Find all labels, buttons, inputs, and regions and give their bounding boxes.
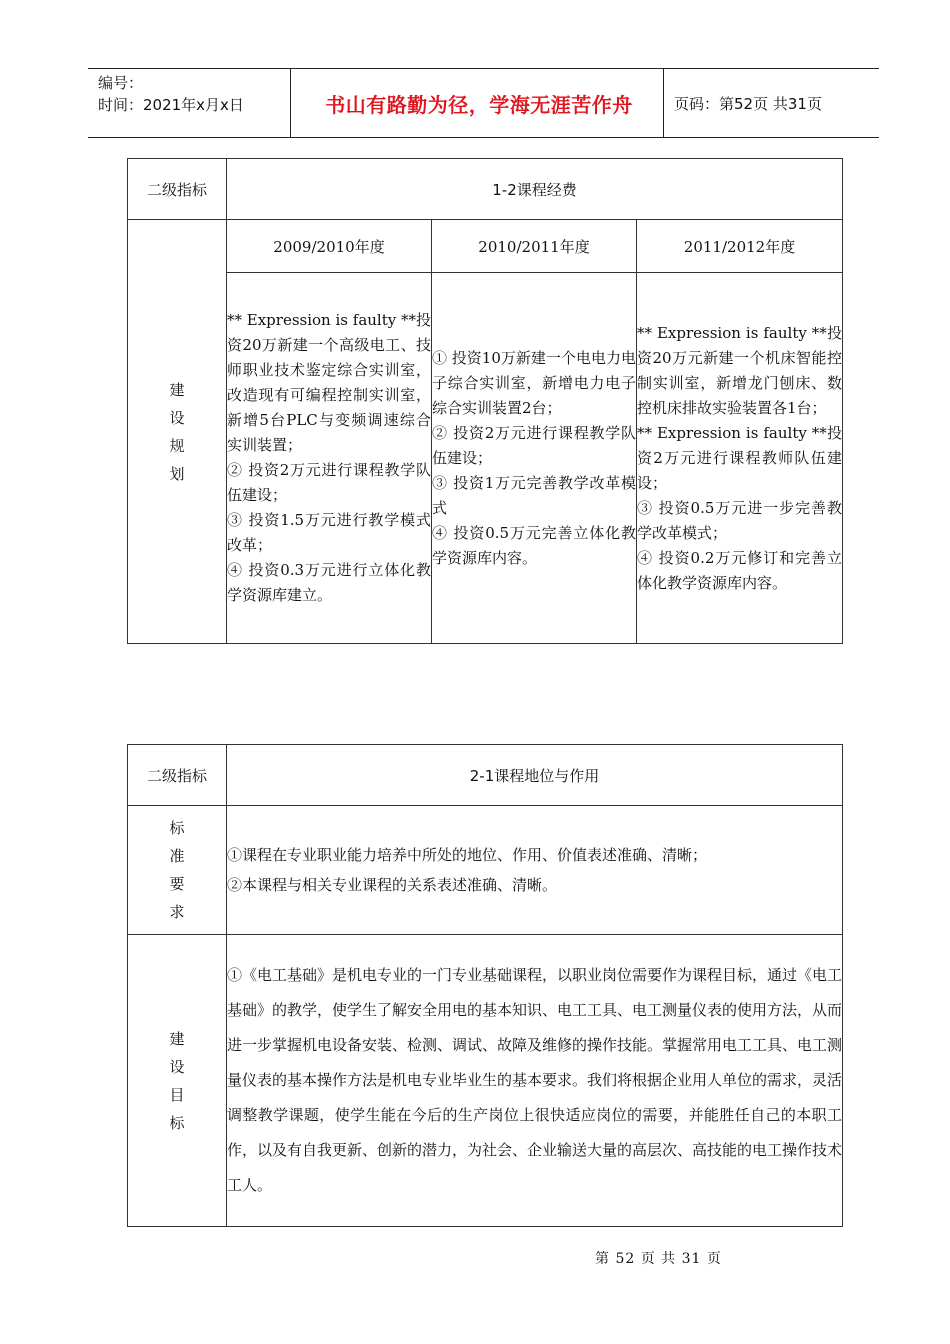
row-label-plan [128,220,227,644]
budget-table [127,158,843,644]
plan-item: ** Expression is faulty **投资20万新建一个高级电工、技师职业技术鉴定综合实训室，改造现有可编程控制实训室，新增5台PLC与变频调速综合实训装置； [227,311,431,454]
plan-cell-2010 [432,273,637,644]
requirements-cell [227,806,843,935]
table-title: 2-1课程地位与作用 [227,745,843,806]
plan-item: ④ 投资0.2万元修订和完善立体化教学资源库内容。 [637,548,842,592]
number-label: 编号： [98,74,144,92]
header-motto: 书山有路勤为径，学海无涯苦作舟 [325,92,633,117]
vertical-label: 建 设 规 划 [169,380,185,483]
header-divider [290,69,291,137]
table-title: 1-2课程经费 [227,159,843,220]
plan-cell-2009 [227,273,432,644]
year-header: 2010/2011年度 [432,220,637,273]
plan-item: ② 投资2万元进行课程教学队伍建设； [432,423,636,467]
row-label-goal [128,935,227,1227]
time-label: 时间：2021年x月x日 [98,96,244,114]
plan-item: ③ 投资1万元完善教学改革模式 [432,473,636,517]
row-label-requirements [128,806,227,935]
plan-item: ③ 投资1.5万元进行教学模式改革； [227,511,431,554]
goal-cell: ①《电工基础》是机电专业的一门专业基础课程，以职业岗位需要作为课程目标，通过《电工基础》的教学，使学生了解安全用电的基本知识、电工工具、电工测量仪表的使用方法，从而进一步掌握机电设备安装、检测、调试、故障及维修的操作技能。掌握常用电工工具、电工测量仪表的基本操作方法是机电专业毕业生的基本要求。我们将根据企业用人单位的需求，灵活调整教学课题，使学生能在今后的生产岗位上很快适应岗位的需要，并能胜任自己的本职工作，以及有自我更新、创新的潜力，为社会、企业输送大量的高层次、高技能的电工操作技术工人。 [227,935,843,1227]
index-label-cell: 二级指标 [128,745,227,806]
plan-item: ④ 投资0.5万元完善立体化教学资源库内容。 [432,523,636,567]
plan-item: ③ 投资0.5万元进一步完善教学改革模式； [637,498,842,542]
requirement-item: ①课程在专业职业能力培养中所处的地位、作用、价值表述准确、清晰； [227,846,708,864]
plan-item: ① 投资10万新建一个电电力电子综合实训室，新增电力电子综合实训装置2台； [432,348,636,417]
year-header: 2011/2012年度 [637,220,843,273]
plan-item: ** Expression is faulty **投资20万元新建一个机床智能控制实训室，新增龙门刨床、数控机床排故实验装置各1台； [637,323,842,417]
index-label-cell: 二级指标 [128,159,227,220]
page-header [88,68,879,138]
year-header: 2009/2010年度 [227,220,432,273]
header-page-number: 页码：第52页 共31页 [674,94,822,113]
requirement-item: ②本课程与相关专业课程的关系表述准确、清晰。 [227,876,558,894]
course-position-table [127,744,843,1227]
header-divider [663,69,664,137]
vertical-label: 标 准 要 求 [169,819,185,921]
plan-item: ④ 投资0.3万元进行立体化教学资源库建立。 [227,561,431,604]
vertical-label: 建 设 目 标 [169,1029,185,1132]
plan-item: ** Expression is faulty **投资2万元进行课程教师队伍建设； [637,423,842,492]
page-footer: 第 52 页 共 31 页 [595,1251,722,1267]
plan-item: ② 投资2万元进行课程教学队伍建设； [227,461,431,504]
plan-cell-2011 [637,273,843,644]
header-meta [98,72,244,116]
